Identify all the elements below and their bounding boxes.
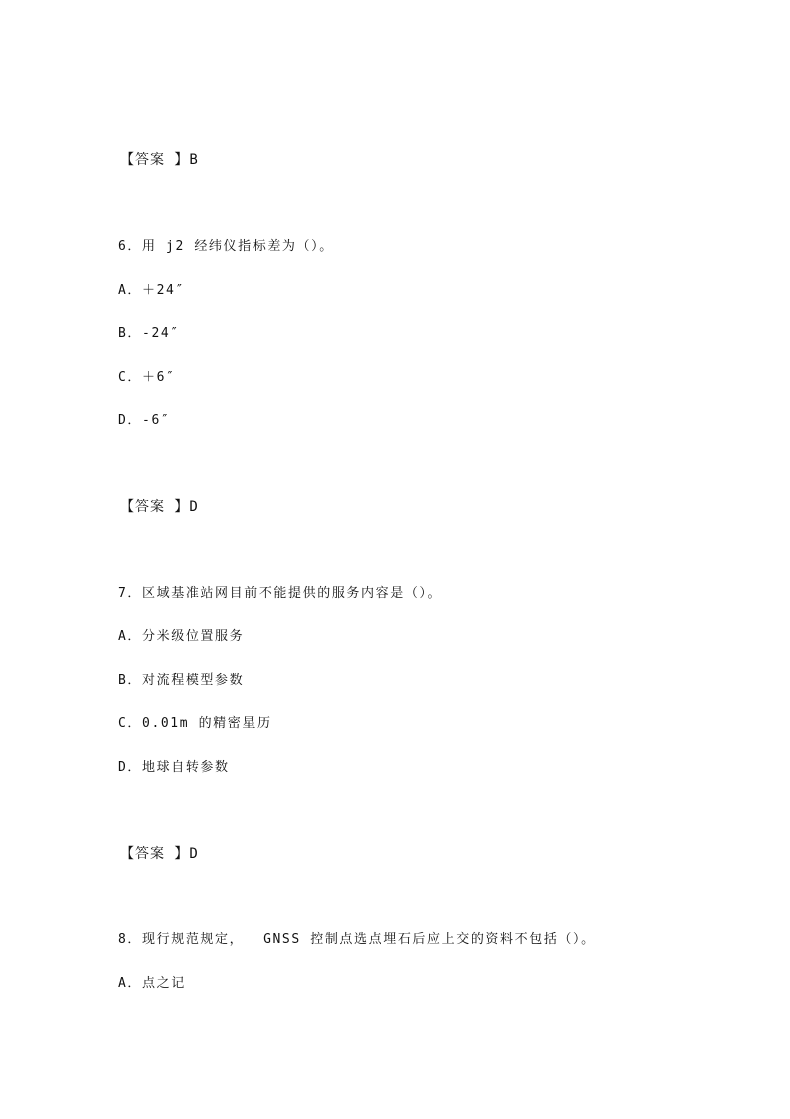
question-6-stem: 6．用 j2 经纬仪指标差为（）。 [118,239,334,254]
question-8-stem: 8．现行规范规定， GNSS 控制点选点埋石后应上交的资料不包括（）。 [118,932,596,947]
answer-q5: 【答案 】B [120,152,199,168]
answer-q6: 【答案 】D [120,499,199,515]
question-6-option-d: D．-6″ [118,413,171,428]
question-7-option-d: D．地球自转参数 [118,760,230,775]
question-6-option-c: C．＋6″ [118,370,176,385]
question-7-stem: 7．区域基准站网目前不能提供的服务内容是（）。 [118,586,443,601]
question-8-option-a: A．点之记 [118,976,186,991]
answer-q7: 【答案 】D [120,846,199,862]
question-7-option-b: B．对流程模型参数 [118,673,245,688]
question-6-option-a: A．＋24″ [118,283,185,298]
question-7-option-c: C．0.01m 的精密星历 [118,716,272,731]
question-6-option-b: B．-24″ [118,326,180,341]
question-7-option-a: A．分米级位置服务 [118,629,245,644]
